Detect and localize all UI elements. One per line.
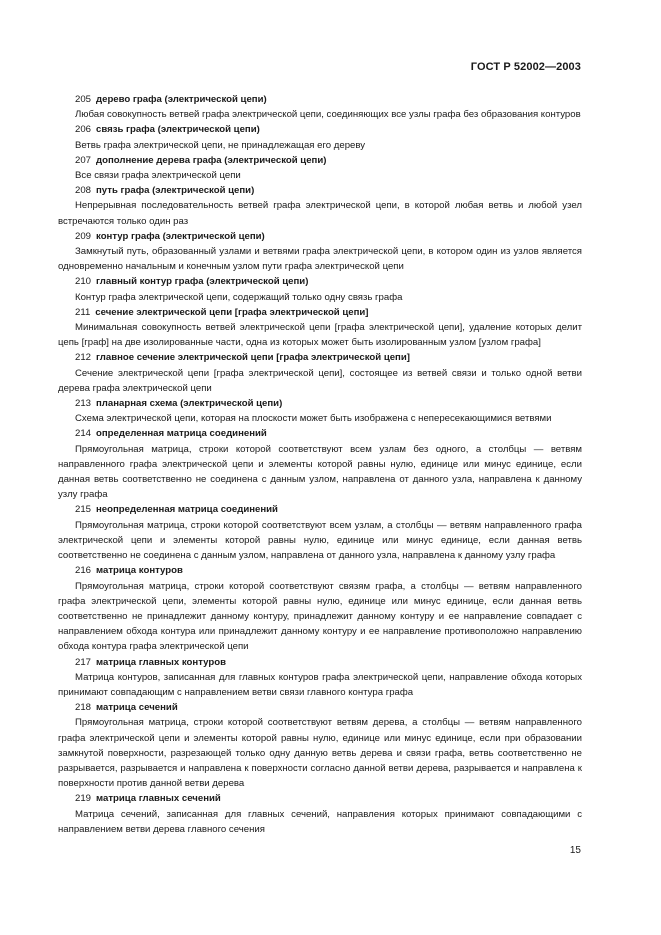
term-number: 208 (75, 185, 92, 197)
term-name: главный контур графа (электрической цепи) (96, 276, 309, 288)
entry-206 (58, 122, 582, 152)
term-heading (58, 502, 582, 517)
term-heading (58, 350, 582, 365)
term-number: 212 (75, 352, 92, 364)
term-heading (58, 563, 582, 578)
entry-211 (58, 305, 582, 351)
term-definition: Любая совокупность ветвей графа электрической цепи, соединяющих все узлы графа без образования контуров (75, 109, 581, 121)
term-heading (58, 122, 582, 137)
entry-218 (58, 700, 582, 791)
entry-213 (58, 396, 582, 426)
entry-215 (58, 502, 582, 563)
term-number: 211 (75, 306, 91, 318)
standard-designation: ГОСТ Р 52002—2003 (470, 61, 581, 73)
term-definition: Прямоугольная матрица, строки которой соответствуют всем узлам, а столбцы — ветвям направленного графа электрической цепи и элементы которой равны нулю, единице или минус единице, если данная ветвь соответственно не соединена с данным узлом, направлена от данного узла, направлена к данному узлу графа (58, 519, 582, 562)
term-number: 215 (75, 504, 92, 516)
term-heading (58, 791, 582, 806)
entry-207 (58, 153, 582, 183)
entry-208 (58, 183, 582, 229)
page-number: 15 (569, 845, 581, 856)
term-definition: Контур графа электрической цепи, содержащий только одну связь графа (75, 291, 403, 303)
term-heading (58, 183, 582, 198)
term-number: 207 (75, 154, 92, 166)
term-name: путь графа (электрической цепи) (96, 185, 255, 197)
term-heading (58, 229, 582, 244)
term-name: сечение электрической цепи [графа электрической цепи] (95, 306, 369, 318)
term-number: 205 (75, 94, 92, 105)
term-definition: Прямоугольная матрица, строки которой соответствуют всем узлам без одного, а столбцы — ветвям направленного графа электрической цепи и элементы которой равны нулю, единице или минус единице, если данная ветвь соответственно не соединена с данным узлом, направлена от данного узла, направлена к данному узлу графа (58, 443, 582, 501)
term-definition: Ветвь графа электрической цепи, не принадлежащая его дереву (75, 139, 366, 151)
entry-209 (58, 229, 582, 275)
term-definition: Сечение электрической цепи [графа электрической цепи], состоящее из ветвей связи и только одной ветви дерева графа электрической цепи (58, 367, 582, 394)
term-number: 214 (75, 428, 92, 440)
entry-216 (58, 563, 582, 654)
entry-214 (58, 426, 582, 502)
term-name: определенная матрица соединений (96, 428, 267, 440)
term-heading (58, 700, 582, 715)
term-definition: Матрица сечений, записанная для главных сечений, направления которых принимают совпадающими с направлением ветви дерева главного сечения (58, 808, 582, 835)
term-heading (58, 153, 582, 168)
term-number: 209 (75, 230, 92, 242)
term-heading (58, 92, 582, 107)
entry-219 (58, 791, 582, 837)
term-name: дополнение дерева графа (электрической цепи) (96, 154, 327, 166)
term-definition: Схема электрической цепи, которая на плоскости может быть изображена с непересекающимися ветвями (75, 413, 552, 425)
term-name: неопределенная матрица соединений (96, 504, 278, 516)
term-name: матрица контуров (96, 565, 183, 577)
term-number: 219 (75, 793, 92, 805)
entry-205 (58, 92, 582, 122)
term-heading (58, 274, 582, 289)
term-definition: Прямоугольная матрица, строки которой соответствуют связям графа, а столбцы — ветвям направленного графа электрической цепи, элементы которой равны нулю, единице или минус единице, если данная ветвь соответственно не принадлежит данному контуру, принадлежит данному контуру и ее направление совпадает с направлением обхода контура или принадлежит данному контуру и ее направление противоположно направлению обхода контура графа электрической цепи (58, 580, 582, 653)
term-name: матрица главных сечений (96, 793, 221, 805)
term-heading (58, 426, 582, 441)
term-number: 210 (75, 276, 92, 288)
term-heading (58, 396, 582, 411)
term-name: планарная схема (электрической цепи) (96, 398, 283, 410)
term-definition: Все связи графа электрической цепи (75, 170, 241, 182)
term-name: связь графа (электрической цепи) (96, 124, 260, 136)
term-name: дерево графа (электрической цепи) (96, 94, 267, 105)
entry-210 (58, 274, 582, 304)
term-number: 218 (75, 702, 92, 714)
term-definition: Прямоугольная матрица, строки которой соответствуют ветвям дерева, а столбцы — ветвям направленного графа электрической цепи и элементы которой равны нулю, единице или минус единице, если при образовании замкнутой поверхности, разрезающей только одну данную ветвь дерева и связи графа, ветвь соответственно не разрывается, разрывается и направлена к поверхности согласно данной ветви дерева, разрывается и направлена к поверхности против данной ветви дерева (58, 717, 582, 790)
term-number: 206 (75, 124, 92, 136)
term-definition: Матрица контуров, записанная для главных контуров графа электрической цепи, направление обхода которых принимают совпадающим с направлением ветви связи главного контура графа (58, 671, 582, 698)
term-number: 213 (75, 398, 92, 410)
term-name: главное сечение электрической цепи [графа электрической цепи] (96, 352, 410, 364)
entry-212 (58, 350, 582, 396)
term-heading (58, 305, 582, 320)
term-definition: Непрерывная последовательность ветвей графа электрической цепи, в которой любая ветвь и любой узел встречаются только один раз (58, 200, 582, 227)
term-heading (58, 655, 582, 670)
term-number: 216 (75, 565, 92, 577)
term-number: 217 (75, 656, 92, 668)
term-name: контур графа (электрической цепи) (96, 230, 265, 242)
term-definition: Минимальная совокупность ветвей электрической цепи [графа электрической цепи], удаление которых делит цепь [граф] на две изолированные части, одна из которых может быть изолированным узлом [узлом графа] (58, 322, 582, 349)
terms-list (58, 92, 582, 837)
term-name: матрица главных контуров (96, 656, 226, 668)
term-name: матрица сечений (96, 702, 178, 714)
term-definition: Замкнутый путь, образованный узлами и ветвями графа электрической цепи, в котором один из узлов является одновременно начальным и конечным узлом пути графа электрической цепи (58, 246, 582, 273)
entry-217 (58, 655, 582, 701)
